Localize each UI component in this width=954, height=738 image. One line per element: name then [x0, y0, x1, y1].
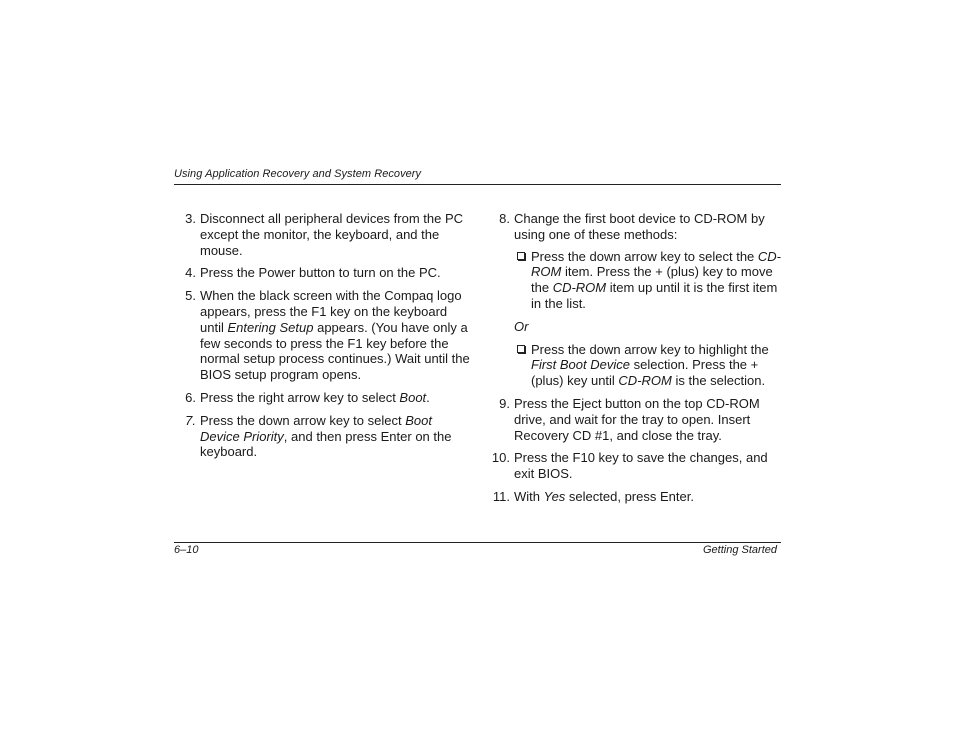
step-text — [514, 489, 788, 505]
method-text-part: selection. Press the + (plus) key until — [531, 357, 759, 389]
step-text-emphasis: Boot Device Priority — [200, 412, 432, 444]
right-column — [488, 211, 788, 512]
step-text-part: Press the down arrow key to select — [200, 412, 406, 428]
step-7 — [174, 413, 474, 460]
checkbox-bullet-icon — [517, 345, 525, 353]
method-2 — [488, 342, 788, 389]
step-text — [200, 390, 474, 406]
step-11 — [488, 489, 788, 505]
step-text-emphasis: Yes — [543, 488, 566, 504]
step-number: 10. — [491, 450, 510, 466]
step-10 — [488, 450, 788, 482]
step-text: Change the first boot device to CD-ROM by using one of these methods: — [514, 211, 765, 242]
or-separator: Or — [514, 318, 529, 334]
step-number: 11. — [492, 488, 510, 504]
header-rule — [174, 184, 781, 185]
method-text-part: Press the down arrow key to select the — [531, 248, 758, 264]
step-text-part: Press the right arrow key to select — [200, 389, 400, 405]
step-number: 4. — [185, 265, 196, 281]
method-text-part: item up until it is the first item in the list. — [531, 280, 778, 311]
step-3 — [174, 211, 474, 258]
step-text-part: With — [514, 488, 544, 504]
step-number: 8. — [499, 211, 510, 226]
method-text-emphasis: CD-ROM — [618, 373, 672, 389]
footer-rule — [174, 542, 781, 543]
step-text-part: When the black screen with the Compaq logo appears, press the F1 key on the keyboard until — [200, 288, 462, 335]
page-number: 6–10 — [174, 544, 199, 556]
step-4 — [174, 265, 474, 281]
step-text: Press the Eject button on the top CD-ROM drive, and wait for the tray to open. Insert Recovery CD #1, and close the tray. — [514, 395, 760, 443]
step-text-part: , and then press Enter on the keyboard. — [200, 428, 452, 460]
method-1 — [488, 249, 788, 312]
step-text-emphasis: Boot — [399, 389, 427, 405]
step-6 — [174, 390, 474, 406]
method-text-emphasis: First Boot Device — [531, 357, 630, 373]
step-text: Disconnect all peripheral devices from the PC except the monitor, the keyboard, and the mouse. — [200, 211, 464, 258]
method-text-emphasis: CD-ROM — [552, 280, 607, 296]
step-5 — [174, 288, 474, 383]
step-8 — [488, 211, 788, 243]
step-text-emphasis: Entering Setup — [227, 319, 314, 335]
step-text: Press the F10 key to save the changes, and exit BIOS. — [514, 450, 768, 482]
checkbox-bullet-icon — [517, 252, 525, 260]
step-9 — [488, 396, 788, 443]
method-text — [531, 342, 769, 389]
method-text-part: item. Press the + (plus) key to move the — [531, 264, 773, 296]
step-text-part: appears. (You have only a few seconds to press the F1 key before the normal setup process continues.) Wait until the BIOS setup program opens. — [200, 319, 470, 383]
method-text-emphasis: CD-ROM — [531, 248, 781, 280]
step-text — [200, 288, 474, 383]
step-text-part: selected, press Enter. — [565, 488, 694, 504]
running-header: Using Application Recovery and System Recovery — [174, 168, 422, 180]
left-column — [174, 211, 474, 467]
step-number: 9. — [499, 395, 510, 411]
step-text — [200, 413, 474, 460]
step-number: 6. — [185, 389, 196, 405]
step-number: 7. — [185, 412, 196, 428]
step-text-part: . — [426, 389, 430, 405]
step-text: Press the Power button to turn on the PC. — [200, 265, 441, 281]
method-text — [531, 249, 781, 311]
method-text-part: is the selection. — [671, 373, 766, 389]
step-number: 5. — [185, 288, 196, 304]
step-number: 3. — [185, 211, 196, 226]
book-title: Getting Started — [703, 544, 777, 556]
method-text-part: Press the down arrow key to highlight the — [531, 341, 769, 357]
